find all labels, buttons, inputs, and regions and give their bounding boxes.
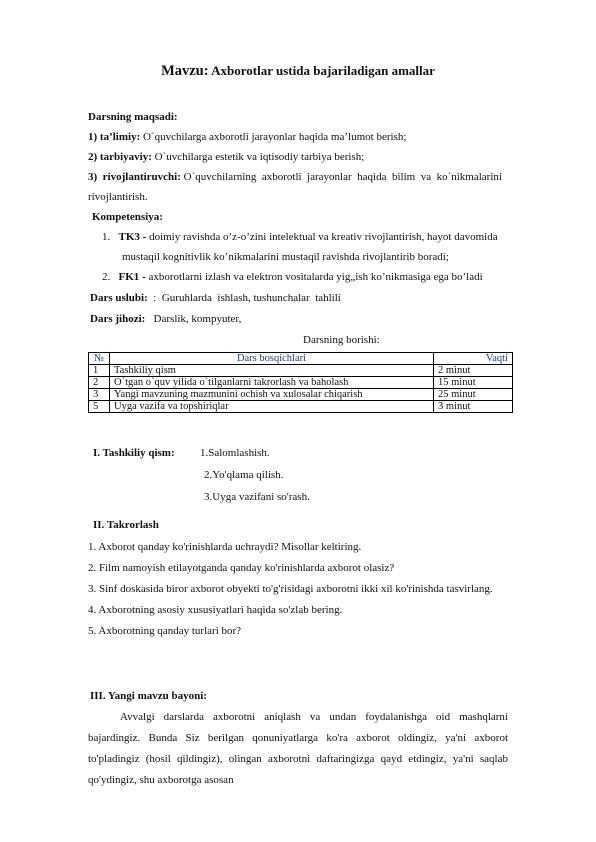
row-stage: Tashkiliy qism [110, 365, 434, 377]
question-4: 4. Axborotning asosiy xususiyatlari haqida so'zlab bering. [88, 604, 343, 616]
section3-paragraph: Avvalgi darslarda axborotni aniqlash va undan foydalanishga oid mashqlarni bajardingiz. Bunda Siz berilgan qonuniyatlarga ko'ra axborot oldingiz, ya'ni axborot to'pladingiz (hosil qildingiz), olingan axborotni daftaringizga qayd etdingiz, ya'ni saqlab qo'ydingiz, shu axborotga asosan [88, 711, 508, 786]
competency-1-text: doimiy ravishda o’z-o’zini intelektual va kreativ rivojlantirish, hayot davomida [146, 231, 498, 243]
row-time: 2 minut [434, 365, 513, 377]
method-text: : Guruhlarda ishlash, tushunchalar tahlili [147, 292, 341, 304]
row-time: 3 minut [434, 401, 513, 413]
question-2: 2. Film namoyish etilayotganda qanday ko'rinishlarda axborot olasiz? [88, 562, 395, 574]
question-5: 5. Axborotning qanday turlari bor? [88, 625, 242, 637]
equipment-label: Dars jihozi: [90, 313, 146, 325]
table-row [89, 401, 513, 413]
question-3: 3. Sinf doskasida biror axborot obyekti to'g'risidagi axborotni ikki xil ko'rinishda tasvirlang. [88, 583, 493, 595]
goal-3-text: O`quvchilarning axborotli jarayonlar haqida bilim va ko`nikmalarini [180, 171, 502, 183]
goal-1-label: 1) ta’limiy: [88, 131, 141, 143]
lesson-plan-table [88, 352, 513, 413]
goal-3-cont: rivojlantirish. [88, 191, 148, 203]
goal-3-label: 3) rivojlantiruvchi: [88, 171, 181, 183]
competency-2 [102, 270, 483, 284]
page-title [0, 63, 596, 80]
row-time: 25 minut [434, 389, 513, 401]
method-label: Dars uslubi: [90, 292, 148, 304]
goal-1 [88, 130, 406, 144]
competency-1-num: 1. [102, 231, 111, 243]
table-row [89, 365, 513, 377]
title-prefix: Mavzu: [161, 63, 209, 79]
equipment-text: Darslik, kompyuter, [145, 313, 242, 325]
row-time: 15 minut [434, 377, 513, 389]
goal-1-text: O`quvchilarga axborotli jarayonlar haqida ma’lumot berish; [140, 131, 407, 143]
row-stage: Uyga vazifa va topshiriqlar [110, 401, 434, 413]
equipment-line [90, 312, 241, 326]
title-text: Axborotlar ustida bajariladigan amallar [211, 63, 435, 78]
method-line [90, 291, 341, 305]
plan-caption: Darsning borishi: [303, 334, 380, 346]
competency-heading: Kompetensiya: [92, 211, 163, 223]
section1-item-1: 1.Salomlashish. [200, 447, 270, 459]
section1-item-2: 2.Yo'qlama qilish. [204, 469, 284, 481]
competency-2-code: FK1 - [118, 271, 146, 283]
goal-2 [88, 150, 364, 164]
table-row [89, 389, 513, 401]
section3-heading: III. Yangi mavzu bayoni: [90, 690, 207, 702]
competency-2-num: 2. [102, 271, 111, 283]
section1-item-3: 3.Uyga vazifani so'rash. [204, 491, 310, 503]
table-row [89, 377, 513, 389]
competency-1 [102, 230, 498, 244]
goal-2-label: 2) tarbiyaviy: [88, 151, 152, 163]
col-number-header: № [89, 353, 110, 365]
row-number: 1 [89, 365, 110, 377]
competency-1-cont: mustaqil kognitivlik ko’nikmalarini mustaqil ravishda rivojlantirib boradi; [122, 251, 449, 263]
section2-heading: II. Takrorlash [93, 519, 159, 531]
competency-2-text: axborotlarni izlash va elektron vositalarda yig„ish ko’nikmasiga ega bo’ladi [145, 271, 483, 283]
row-number: 5 [89, 401, 110, 413]
competency-1-code: TK3 - [118, 231, 147, 243]
goal-3 [88, 170, 508, 184]
question-1: 1. Axborot qanday ko'rinishlarda uchraydi? Misollar keltiring. [88, 541, 362, 553]
row-number: 2 [89, 377, 110, 389]
row-number: 3 [89, 389, 110, 401]
section1-heading: I. Tashkiliy qism: [93, 447, 175, 459]
table-header-row [89, 353, 513, 365]
goal-2-text: O`uvchilarga estetik va iqtisodiy tarbiya berish; [151, 151, 365, 163]
row-stage: Yangi mavzuning mazmunini ochish va xulosalar chiqarish [110, 389, 434, 401]
goals-heading: Darsning maqsadi: [88, 111, 178, 123]
col-stage-header: Dars bosqichlari [110, 353, 434, 365]
col-time-header: Vaqti [434, 353, 513, 365]
row-stage: O`tgan o`quv yilida o`tilganlarni takrorlash va baholash [110, 377, 434, 389]
